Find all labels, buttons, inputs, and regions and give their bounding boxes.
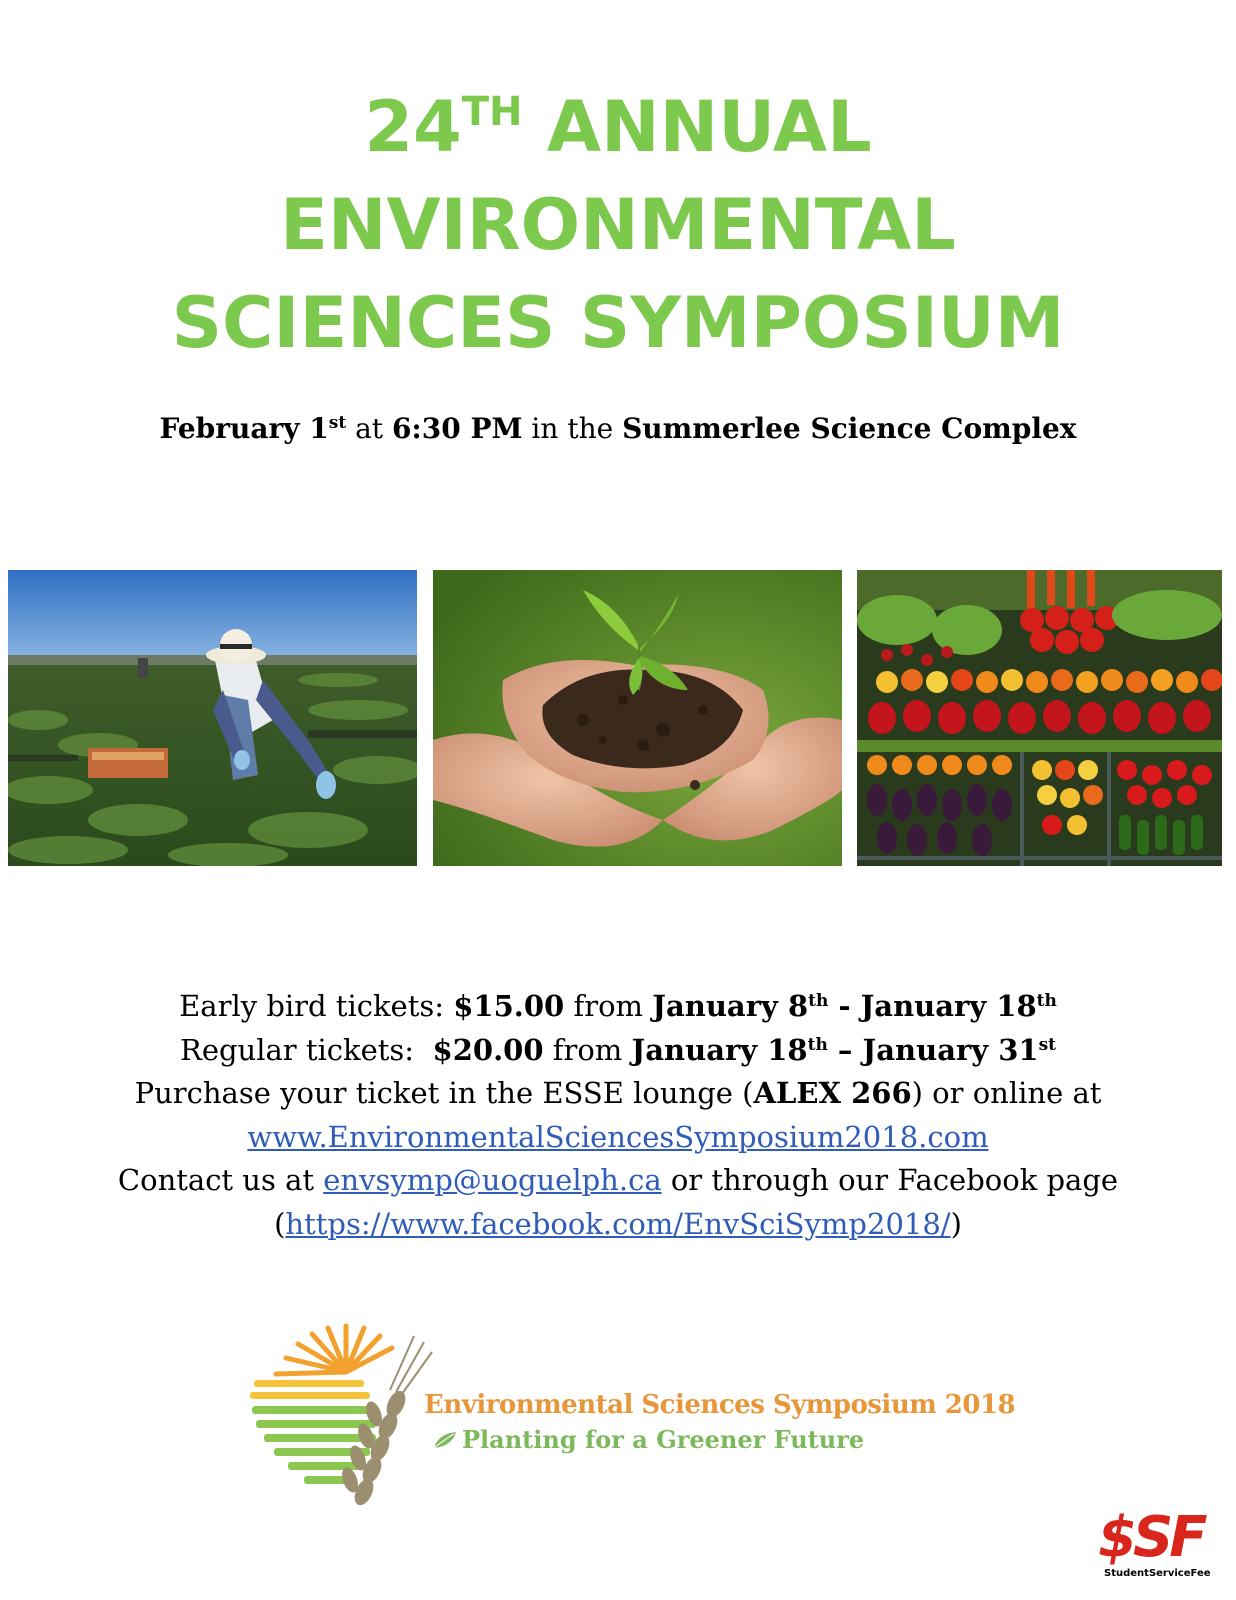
title-line-1 <box>0 78 1236 176</box>
title-line-3: SCIENCES SYMPOSIUM <box>171 282 1065 364</box>
contact-line <box>0 1159 1236 1203</box>
paren-close: ) <box>950 1206 962 1241</box>
event-date: February 1 <box>159 412 329 445</box>
from-text: from <box>564 989 653 1023</box>
vegetable-market-photo <box>857 570 1222 866</box>
early-bird-end-date: January 18 <box>860 989 1037 1023</box>
logo-title: Environmental Sciences Symposium 2018 <box>424 1390 1016 1420</box>
title-line-2: ENVIRONMENTAL <box>280 184 956 266</box>
event-venue: Summerlee Science Complex <box>622 412 1077 445</box>
contact-text-end: or through our Facebook page <box>661 1163 1119 1197</box>
regular-start-date: January 18 <box>631 1032 808 1067</box>
email-link[interactable]: envsymp@uoguelph.ca <box>323 1163 662 1197</box>
regular-label: Regular tickets: <box>179 1032 433 1067</box>
early-bird-line <box>0 985 1236 1029</box>
title-ordinal-suffix: TH <box>461 89 523 135</box>
purchase-line <box>0 1072 1236 1116</box>
purchase-text: Purchase your ticket in the ESSE lounge ( <box>134 1076 754 1110</box>
lounge-room: ALEX 266 <box>753 1076 912 1110</box>
date-suffix: th <box>808 991 829 1011</box>
title-ordinal: 24 <box>364 86 462 168</box>
early-bird-label: Early bird tickets: <box>179 989 454 1023</box>
paren-open: ( <box>274 1206 286 1241</box>
event-dateline <box>0 409 1236 449</box>
farm-worker-photo <box>8 570 417 866</box>
event-title <box>0 78 1236 372</box>
dash: - <box>828 989 861 1023</box>
in-the-text: in the <box>522 412 623 445</box>
seedling-in-hands-photo <box>433 570 842 866</box>
ticket-info <box>0 985 1236 1246</box>
ssf-letters: $SF <box>1098 1505 1204 1570</box>
regular-line <box>0 1029 1236 1073</box>
date-suffix: th <box>807 1034 828 1055</box>
event-time: 6:30 PM <box>391 412 523 445</box>
website-line <box>0 1116 1236 1160</box>
student-service-fee-logo <box>1098 1505 1214 1586</box>
date-suffix: th <box>1036 991 1057 1011</box>
leaf-icon <box>432 1430 458 1450</box>
early-bird-price: $15.00 <box>453 989 565 1023</box>
ssf-subtitle: StudentServiceFee <box>1104 1568 1211 1579</box>
dash: – <box>827 1032 863 1067</box>
early-bird-start-date: January 8 <box>652 989 809 1023</box>
purchase-text-end: ) or online at <box>911 1076 1102 1110</box>
date-suffix: st <box>328 413 347 433</box>
from-text: from <box>543 1032 632 1067</box>
contact-text: Contact us at <box>117 1163 324 1197</box>
regular-price: $20.00 <box>432 1032 544 1067</box>
title-annual: ANNUAL <box>522 86 872 168</box>
at-text: at <box>346 412 392 445</box>
symposium-logo-icon <box>246 1322 446 1510</box>
facebook-line <box>0 1203 1236 1247</box>
logo-tagline: Planting for a Greener Future <box>462 1425 865 1454</box>
date-suffix: st <box>1038 1034 1057 1055</box>
facebook-link[interactable]: https://www.facebook.com/EnvSciSymp2018/ <box>285 1206 951 1241</box>
regular-end-date: January 31 <box>862 1032 1039 1067</box>
website-link[interactable]: www.EnvironmentalSciencesSymposium2018.com <box>247 1119 989 1154</box>
